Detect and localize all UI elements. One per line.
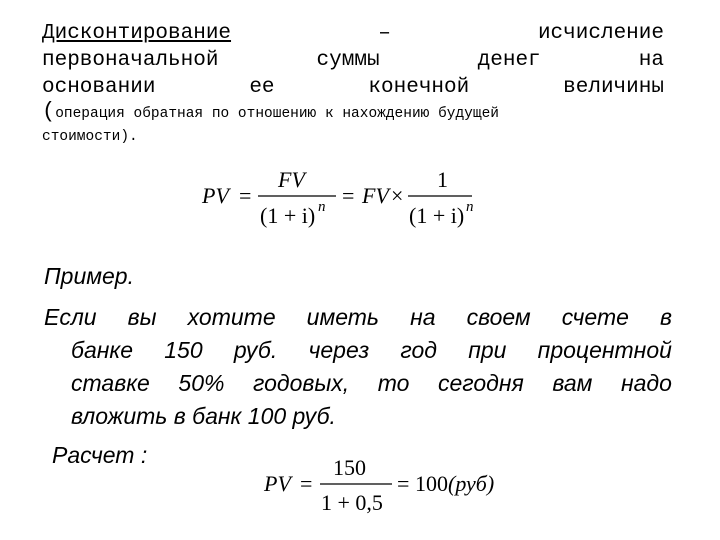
note-text-1: операция обратная по отношению к нахождению будущей [55, 106, 499, 122]
example-word: хотите [187, 304, 276, 330]
calc-numerator: 150 [333, 455, 366, 480]
definition-word: первоначальной [42, 49, 219, 72]
definition-word: на [638, 49, 664, 72]
definition-line-1 [42, 20, 664, 47]
example-body [44, 301, 672, 433]
example-word: на [410, 304, 436, 330]
term-discounting: Дисконтирование [42, 22, 232, 45]
formula-times: × [391, 183, 404, 208]
example-word: банке [71, 337, 134, 363]
example-word: год [400, 337, 437, 363]
calc-pv: PV [264, 471, 291, 496]
definition-line-3 [42, 74, 664, 101]
definition-dash: – [378, 22, 391, 45]
example-word: то [377, 370, 410, 396]
definition-note [42, 100, 672, 149]
formula-exponent-1: n [318, 199, 326, 215]
example-word: в [659, 304, 672, 330]
formula-denominator-1: (1 + i) [260, 203, 316, 228]
calc-unit: (руб) [448, 471, 495, 496]
formula-pv: PV [202, 183, 229, 208]
formula-fv-2: FV [362, 183, 389, 208]
definition-word: конечной [368, 76, 470, 99]
definition-line-2 [42, 47, 664, 74]
definition-word: денег [477, 49, 541, 72]
definition-word: основании [42, 76, 156, 99]
note-line-1 [42, 100, 672, 126]
example-word: 150 [164, 337, 203, 363]
example-word: счете [561, 304, 629, 330]
example-title: Пример. [44, 263, 134, 289]
example-word: руб. [233, 337, 278, 363]
formula-one-numerator: 1 [437, 167, 448, 192]
example-word: годовых, [253, 370, 350, 396]
calc-equals: = [300, 471, 313, 496]
note-text-2: стоимости). [42, 129, 138, 145]
calc-equals-2: = [397, 471, 410, 496]
definition-word: величины [563, 76, 664, 99]
formula-denominator-2: (1 + i) [409, 203, 465, 228]
formula-equals-2: = [342, 183, 355, 208]
definition-word: ее [249, 76, 275, 99]
definition-word: исчисление [537, 22, 664, 45]
example-word: вы [127, 304, 157, 330]
formula-exponent-2: n [466, 199, 474, 215]
formula-fv-numerator: FV [278, 167, 305, 192]
example-word: Если [44, 304, 97, 330]
example-word: своем [466, 304, 531, 330]
example-line-2 [44, 334, 672, 367]
example-word: 50% [178, 370, 225, 396]
formula-equals: = [239, 183, 252, 208]
calc-denominator: 1 + 0,5 [321, 490, 383, 515]
example-line-1 [44, 301, 672, 334]
definition-word: суммы [316, 49, 380, 72]
example-word: при [468, 337, 507, 363]
example-word: вам [552, 370, 593, 396]
example-word: через [308, 337, 370, 363]
example-word: ставке [71, 370, 150, 396]
example-line-4 [44, 400, 672, 433]
note-open-paren: ( [42, 99, 56, 124]
example-line-3 [44, 367, 672, 400]
formula-calculation [262, 454, 502, 518]
example-word: иметь [306, 304, 380, 330]
example-word: надо [620, 370, 672, 396]
definition-block [42, 20, 664, 101]
example-word: процентной [537, 337, 672, 363]
calc-result: 100 [415, 471, 448, 496]
example-text: вложить в банк 100 руб. [71, 403, 336, 429]
example-word: сегодня [438, 370, 524, 396]
formula-present-value [200, 163, 500, 233]
calculation-label: Расчет : [52, 442, 148, 468]
